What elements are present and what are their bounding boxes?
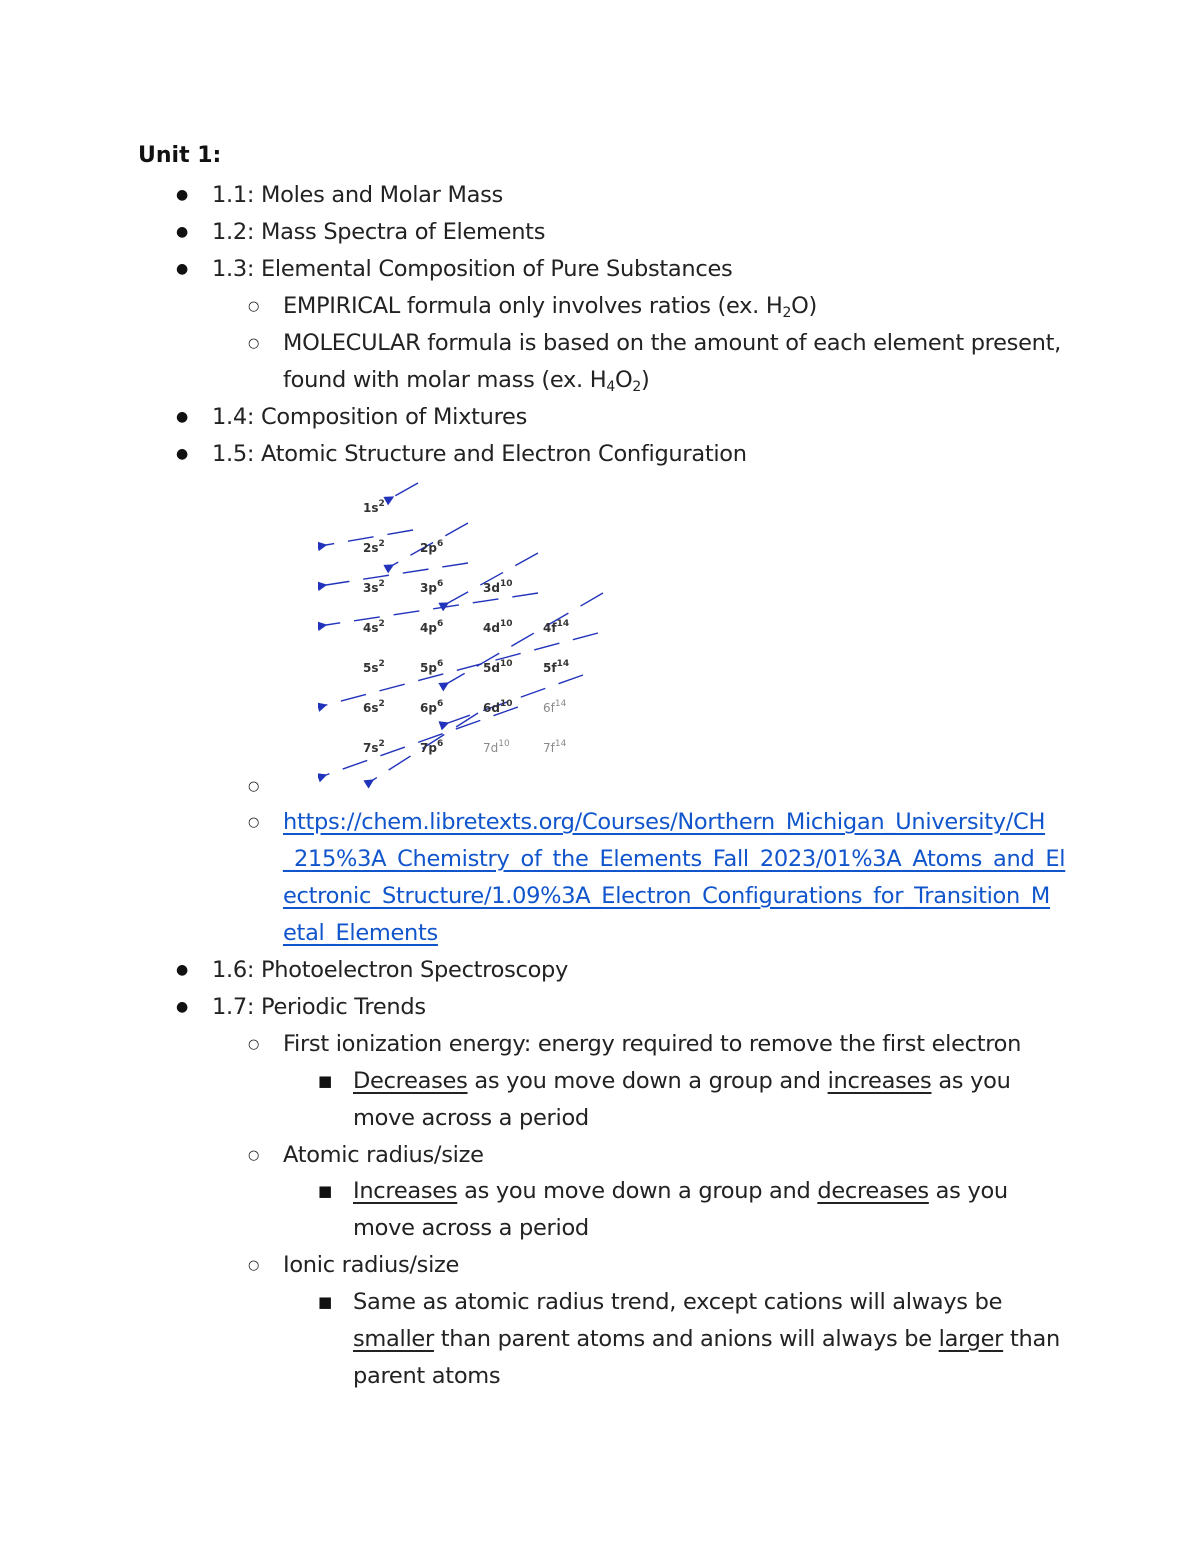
ionic-radius-trend-cont: smaller than parent atoms and anions will always be larger than	[353, 1326, 1060, 1352]
orbital-6s: $6s^2$	[363, 699, 385, 715]
item-1-6: 1.6: Photoelectron Spectroscopy	[212, 957, 569, 983]
bullet-dot: ●	[176, 224, 189, 240]
ionization-energy-trend-cont: move across a period	[353, 1105, 589, 1131]
orbital-7d: $7d^{10}$	[483, 739, 510, 755]
orbital-5f: $5f^{14}$	[543, 659, 570, 675]
orbital-4f: $4f^{14}$	[543, 619, 570, 635]
link-line-3[interactable]: ectronic_Structure/1.09%3A_Electron_Configurations_for_Transition_M	[283, 883, 1051, 909]
orbital-1s: $1s^2$	[363, 499, 385, 515]
ionization-energy-label: First ionization energy: energy required to remove the first electron	[283, 1031, 1022, 1057]
ionic-radius-trend-cont: parent atoms	[353, 1363, 501, 1389]
orbital-7s: $7s^2$	[363, 739, 385, 755]
bullet-dot: ●	[176, 446, 189, 462]
diagonal-arrow	[326, 563, 468, 585]
bullet-dot: ●	[176, 187, 189, 203]
molecular-formula-note: MOLECULAR formula is based on the amount of each element present,	[283, 330, 1061, 356]
bullet-dot: ●	[176, 999, 189, 1015]
orbital-5s: $5s^2$	[363, 659, 385, 675]
orbital-4d: $4d^{10}$	[483, 619, 513, 635]
orbital-5p: $5p^6$	[420, 659, 444, 675]
orbital-6d: $6d^{10}$	[483, 699, 513, 715]
atomic-radius-label: Atomic radius/size	[283, 1142, 484, 1168]
bullet-dot: ●	[176, 261, 189, 277]
libretexts-link-cont[interactable]	[283, 878, 1050, 915]
orbital-6p: $6p^6$	[420, 699, 444, 715]
link-line-4[interactable]: etal_Elements	[283, 920, 438, 946]
orbital-4p: $4p^6$	[420, 619, 444, 635]
link-line-1[interactable]: https://chem.libretexts.org/Courses/Northern_Michigan_University/CH	[283, 809, 1046, 835]
bullet-circle: ○	[248, 1148, 260, 1163]
link-line-2[interactable]: _215%3A_Chemistry_of_the_Elements_Fall_2023/01%3A_Atoms_and_El	[283, 846, 1066, 872]
empirical-formula-note: EMPIRICAL formula only involves ratios (ex. $H_2O$)	[283, 293, 817, 321]
libretexts-link-cont[interactable]	[283, 915, 438, 952]
aufbau-diagram	[318, 475, 618, 795]
diagonal-arrow	[393, 483, 418, 497]
item-1-1: 1.1: Moles and Molar Mass	[212, 182, 503, 208]
bullet-circle: ○	[248, 1258, 260, 1273]
bullet-circle: ○	[248, 815, 260, 830]
item-1-7: 1.7: Periodic Trends	[212, 994, 426, 1020]
ionic-radius-trend: Same as atomic radius trend, except cations will always be	[353, 1289, 1003, 1315]
orbital-3p: $3p^6$	[420, 579, 444, 595]
orbital-2p: $2p^6$	[420, 539, 444, 555]
orbital-6f: $6f^{14}$	[543, 699, 567, 715]
item-1-5: 1.5: Atomic Structure and Electron Configuration	[212, 441, 747, 467]
libretexts-link[interactable]	[283, 804, 1045, 841]
orbital-3d: $3d^{10}$	[483, 579, 513, 595]
orbital-7p: $7p^6$	[420, 739, 444, 755]
ionization-energy-trend: Decreases as you move down a group and increases as you	[353, 1068, 1011, 1094]
unit-title: Unit 1:	[138, 143, 222, 168]
atomic-radius-trend: Increases as you move down a group and decreases as you	[353, 1178, 1008, 1204]
orbital-7f: $7f^{14}$	[543, 739, 567, 755]
bullet-circle: ○	[248, 336, 260, 351]
orbital-2s: $2s^2$	[363, 539, 385, 555]
atomic-radius-trend-cont: move across a period	[353, 1215, 589, 1241]
item-1-4: 1.4: Composition of Mixtures	[212, 404, 528, 430]
bullet-square: ■	[318, 1182, 333, 1200]
libretexts-link-cont[interactable]	[283, 841, 1065, 878]
bullet-circle: ○	[248, 1037, 260, 1052]
bullet-square: ■	[318, 1293, 333, 1311]
orbital-3s: $3s^2$	[363, 579, 385, 595]
orbital-5d: $5d^{10}$	[483, 659, 513, 675]
ionic-radius-label: Ionic radius/size	[283, 1252, 460, 1278]
bullet-circle: ○	[248, 779, 260, 794]
molecular-formula-note-cont: found with molar mass (ex. $H_4O_2$)	[283, 367, 650, 395]
bullet-dot: ●	[176, 962, 189, 978]
orbital-4s: $4s^2$	[363, 619, 385, 635]
bullet-square: ■	[318, 1072, 333, 1090]
bullet-dot: ●	[176, 409, 189, 425]
item-1-2: 1.2: Mass Spectra of Elements	[212, 219, 546, 245]
bullet-circle: ○	[248, 299, 260, 314]
item-1-3: 1.3: Elemental Composition of Pure Substances	[212, 256, 733, 282]
